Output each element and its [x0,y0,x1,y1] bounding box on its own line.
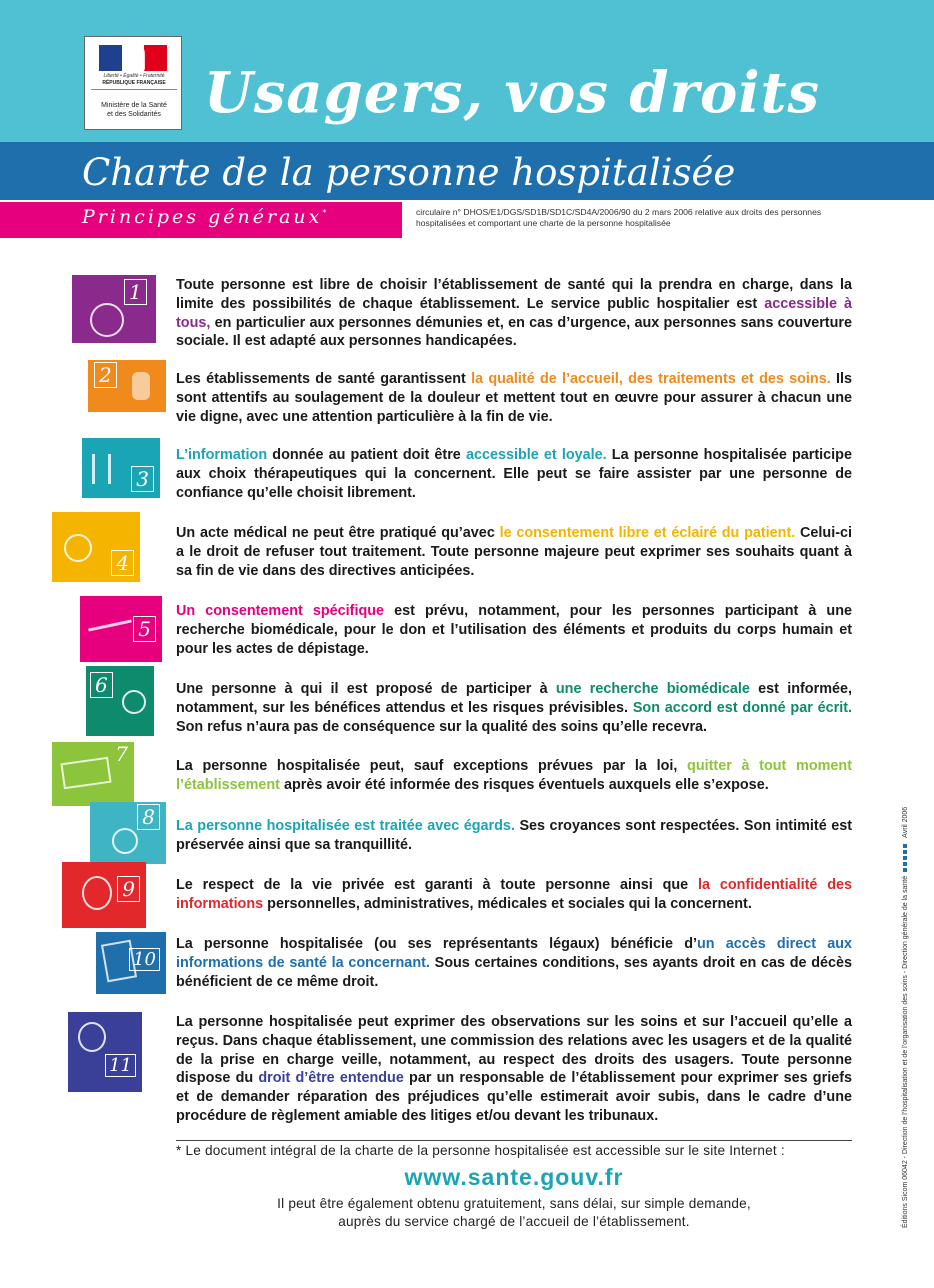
wheelchair-icon [90,303,124,337]
badge-number: 3 [131,466,154,492]
badge-10 [96,932,166,994]
badge-number: 7 [115,742,128,766]
charter-item-10 [176,935,852,991]
item-text: Le respect de la vie privée est garanti à toute personne ainsi que [176,877,699,893]
speaking-faces-icon [78,1022,106,1052]
item-highlight: un accès direct aux informations de santé la concernant. [176,936,853,971]
charter-item-11 [176,1013,852,1126]
circulaire-reference: circulaire n° DHOS/E1/DGS/SD1B/SD1C/SD4A/2006/90 du 2 mars 2006 relative aux droits des personnes hospitalisées et comportant une charte de la personne hospitalisée [416,207,822,228]
badge-11 [68,1012,142,1092]
badge-8 [90,802,166,864]
item-text: est informée, notamment, sur les bénéfices attendus et les risques prévisibles. [176,681,852,716]
badge-7 [52,742,134,806]
thumbs-up-icon [132,372,150,400]
face-icon [112,828,138,854]
badge-number: 4 [111,550,134,576]
badge-number: 6 [90,672,113,698]
badge-number: 9 [117,876,140,902]
item-highlight: droit d’être entendue [258,1070,404,1087]
badge-number: 10 [129,948,160,971]
item-text: Un acte médical ne peut être pratiqué qu’avec [176,525,500,541]
side-credit [902,807,909,1228]
charter-item-9 [176,876,852,914]
item-text: après avoir été informée des risques éventuels auxquels elle s’expose. [279,776,769,793]
footer-line-1: Il peut être également obtenu gratuitement, sans délai, sur simple demande, [277,1196,751,1211]
footer-line-2: auprès du service chargé de l’accueil de l’établissement. [338,1214,690,1229]
item-text: Les établissements de santé garantissent [176,371,472,387]
badge-2 [88,360,166,412]
item-text: Ses croyances sont respectées. Son intimité est préservée ainsi que sa tranquillité. [176,818,852,853]
ministry-name [89,101,179,119]
ministry-line-2: et des Solidarités [107,111,161,118]
badge-5 [80,596,162,662]
footer-divider [176,1140,852,1141]
charter-item-2 [176,370,852,426]
item-text: Son refus n’aura pas de conséquence sur la qualité des soins qu’elle recevra. [176,718,708,735]
website-link[interactable]: www.sante.gouv.fr [404,1164,624,1190]
charter-item-8 [176,817,852,855]
color-bar-icon [903,842,907,872]
whisper-icon [82,876,112,910]
item-highlight: le consentement libre et éclairé du patient. [499,525,796,541]
item-text: Sous certaines conditions, ses ayants droit en cas de décès bénéficient de ce même droit. [176,954,853,990]
item-text: Une personne à qui il est proposé de participer à [176,681,556,697]
section-heading [82,206,329,228]
item-highlight: Un consentement spécifique [176,603,385,619]
item-highlight: Son accord est donné par écrit. [632,699,853,716]
charter-item-6 [176,680,852,736]
exit-sign-icon [60,757,111,789]
badge-number: 2 [94,362,117,388]
item-text: personnelles, administratives, médicales et sociales qui la concernent. [263,895,752,912]
footnote: * Le document intégral de la charte de la personne hospitalisée est accessible sur le site Internet : [176,1143,785,1158]
charter-item-7 [176,757,852,795]
badge-number: 8 [137,804,160,830]
people-icon [92,454,95,484]
people-icon-stroke [108,454,111,484]
item-text: La personne hospitalisée peut, sauf exceptions prévues par la loi, [176,758,688,774]
item-highlight: accessible et loyale. [465,447,607,463]
section-heading-text: Principes généraux [82,206,323,228]
item-text: donnée au patient doit être [267,447,466,463]
item-text: Toute personne est libre de choisir l’établissement de santé qui la prendra en charge, dans la limite des possibilités de chaque établissement. Le service public hospitalier est [176,277,852,312]
badge-9 [62,862,146,928]
republic-motto: Liberté • Égalité • Fraternité [103,73,165,79]
item-text: La personne hospitalisée peut exprimer des observations sur les soins et sur l’accueil qu’elle a reçus. Dans chaque établissement, une commission des relations avec les usagers et de la qualité de la prise en charge veille, notamment, au respect des droits des usagers. Toute personne dispose du [176,1014,852,1087]
charter-item-5 [176,602,852,658]
badge-number: 1 [124,279,147,305]
badge-number: 5 [133,616,156,642]
handshake-icon [88,619,132,631]
badge-3 [82,438,160,498]
item-text: Ils sont attentifs au soulagement de la douleur et mettent tout en œuvre pour assurer à chacun une vie digne, avec une attention particulière à la fin de vie. [176,371,853,425]
credit-text: Éditions Sicom 06042 - Direction de l’hospitalisation et de l’organisation des soins - Direction générale de la santé [902,875,909,1228]
marianne-icon [123,43,145,71]
logo-divider [91,89,177,90]
item-highlight: L’information [176,447,268,463]
item-highlight: la confidentialité des informations [176,877,853,912]
badge-number: 11 [105,1054,136,1077]
item-text: La personne hospitalisée participe aux choix thérapeutiques qui la concernent. Elle peut se faire assister par une personne de confiance qu’elle choisit librement. [176,447,852,501]
ministry-logo [84,36,182,130]
charter-item-1 [176,276,852,351]
item-text: Celui-ci a le droit de refuser tout traitement. Toute personne majeure peut exprimer ses souhaits quant à sa fin de vie dans des directives anticipées. [176,525,852,579]
footnote-mark: * [322,208,330,218]
item-highlight: une recherche biomédicale [555,681,750,697]
item-text: est prévu, notamment, pour les personnes participant à une recherche biomédicale, pour le don et l’utilisation des éléments et produits du corps humain et pour les actes de dépistage. [176,603,852,657]
item-text: La personne hospitalisée (ou ses représentants légaux) bénéficie d’ [176,936,697,952]
microscope-icon [122,690,146,714]
charter-item-3 [176,446,852,502]
page-subtitle: Charte de la personne hospitalisée [82,151,736,194]
item-highlight: la qualité de l’accueil, des traitements et des soins. [471,371,831,387]
ministry-line-1: Ministère de la Santé [101,102,167,109]
badge-6 [86,666,154,736]
item-highlight: quitter à tout moment l’établissement [176,758,852,793]
credit-date: Avril 2006 [902,806,909,838]
hand-icon [64,534,92,562]
page-title: Usagers, vos droits [204,60,821,126]
item-text: en particulier aux personnes démunies et, en cas d’urgence, aux personnes sans couverture sociale. Il est adapté aux personnes handicapées. [176,314,852,350]
footer-availability [176,1195,852,1231]
republic-name: RÉPUBLIQUE FRANÇAISE [102,80,166,86]
charter-item-4 [176,524,852,580]
item-highlight: accessible à tous, [176,295,853,331]
badge-1 [72,275,156,343]
item-text: par un responsable de l’établissement pour exprimer ses griefs et de demander réparation des préjudices qu’elle estimerait avoir subis, dans le cadre d’une procédure de règlement amiable des litiges et/ou devant les tribunaux. [176,1070,852,1124]
badge-4 [52,512,140,582]
item-highlight: La personne hospitalisée est traitée avec égards. [176,818,515,834]
